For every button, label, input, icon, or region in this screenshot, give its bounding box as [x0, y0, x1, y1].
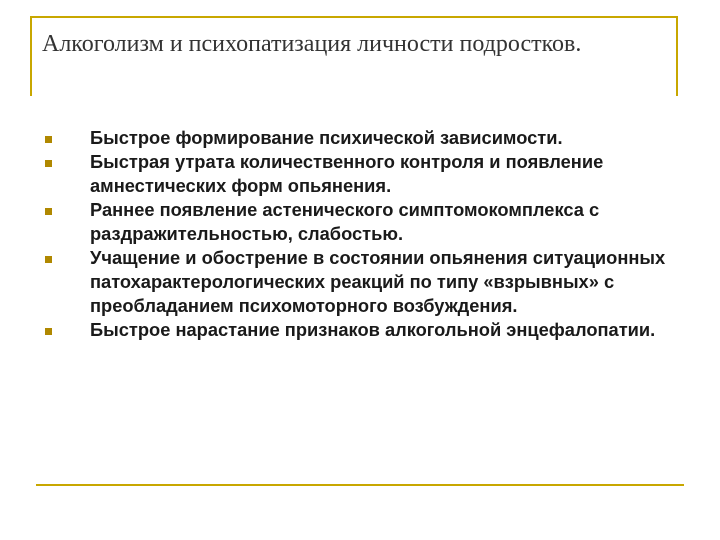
square-bullet-icon [45, 160, 52, 167]
square-bullet-icon [45, 256, 52, 263]
bullet-text: Быстрое нарастание признаков алкогольной энцефалопатии. [90, 319, 656, 340]
bullet-item [44, 126, 684, 150]
bullet-list [44, 126, 684, 342]
square-bullet-icon [45, 328, 52, 335]
bullet-item [44, 318, 684, 342]
bullet-text: Быстрая утрата количественного контроля и появление амнестических форм опьянения. [90, 151, 604, 196]
square-bullet-icon [45, 208, 52, 215]
title-frame-right-line [676, 16, 678, 96]
bottom-divider-line [36, 484, 684, 486]
bullet-item [44, 150, 684, 198]
bullet-text: Учащение и обострение в состоянии опьянения ситуационных патохарактерологических реакций по типу «взрывных» с преобладанием психомоторного возбуждения. [90, 247, 666, 316]
square-bullet-icon [45, 136, 52, 143]
title-frame-top-line [30, 16, 678, 18]
bullet-item [44, 198, 684, 246]
title-frame-left-line [30, 16, 32, 96]
bullet-text: Быстрое формирование психической зависимости. [90, 127, 563, 148]
bullet-item [44, 246, 684, 318]
bullet-text: Раннее появление астенического симптомокомплекса с раздражительностью, слабостью. [90, 199, 600, 244]
slide-title: Алкоголизм и психопатизация личности подростков. [42, 31, 582, 57]
